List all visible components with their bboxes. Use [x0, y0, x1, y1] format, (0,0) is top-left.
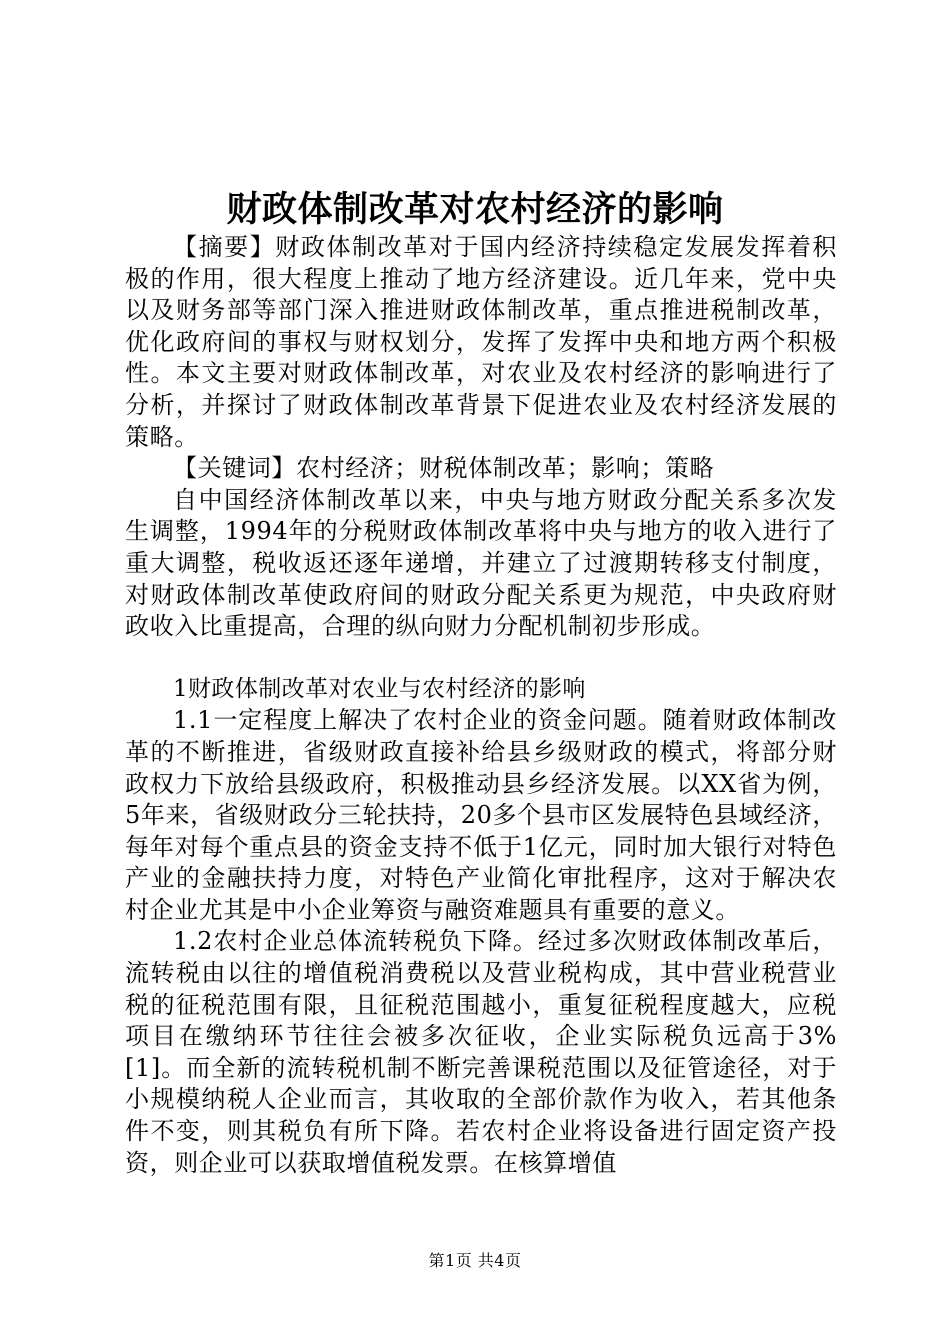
page-footer: 第1页 共4页 — [428, 1251, 522, 1270]
document-title: 财政体制改革对农村经济的影响 — [226, 189, 724, 230]
intro-paragraph: 自中国经济体制改革以来，中央与地方财政分配关系多次发生调整，1994年的分税财政体制改革将中央与地方的收入进行了重大调整，税收返还逐年递增，并建立了过渡期转移支付制度，对财政体制改革使政府间的财政分配关系更为规范，中央政府财政收入比重提高，合理的纵向财力分配机制初步形成。 — [125, 485, 837, 641]
document-body — [125, 232, 837, 1179]
section-paragraph: 1.1一定程度上解决了农村企业的资金问题。随着财政体制改革的不断推进，省级财政直接补给县乡级财政的模式，将部分财政权力下放给县级政府，积极推动县乡经济发展。以XX省为例，5年来，省级财政分三轮扶持，20多个县市区发展特色县域经济，每年对每个重点县的资金支持不低于1亿元，同时加大银行对特色产业的金融扶持力度，对特色产业简化审批程序，这对于解决农村企业尤其是中小企业筹资与融资难题具有重要的意义。 — [125, 706, 837, 924]
section-paragraph: 1.2农村企业总体流转税负下降。经过多次财政体制改革后，流转税由以往的增值税消费税以及营业税构成，其中营业税营业税的征税范围有限，且征税范围越小，重复征税程度越大，应税项目在缴纳环节往往会被多次征收，企业实际税负远高于3%[1]。而全新的流转税机制不断完善课税范围以及征管途径，对于小规模纳税人企业而言，其收取的全部价款作为收入，若其他条件不变，则其税负有所下降。若农村企业将设备进行固定资产投资，则企业可以获取增值税发票。在核算增值 — [125, 927, 837, 1177]
keywords-paragraph: 【关键词】农村经济；财税体制改革；影响；策略 — [173, 454, 715, 483]
section-heading: 1财政体制改革对农业与农村经济的影响 — [173, 675, 586, 702]
abstract-paragraph: 【摘要】财政体制改革对于国内经济持续稳定发展发挥着积极的作用，很大程度上推动了地方经济建设。近几年来，党中央以及财务部等部门深入推进财政体制改革，重点推进税制改革，优化政府间的事权与财权划分，发挥了发挥中央和地方两个积极性。本文主要对财政体制改革，对农业及农村经济的影响进行了分析，并探讨了财政体制改革背景下促进农业及农村经济发展的策略。 — [125, 233, 837, 451]
